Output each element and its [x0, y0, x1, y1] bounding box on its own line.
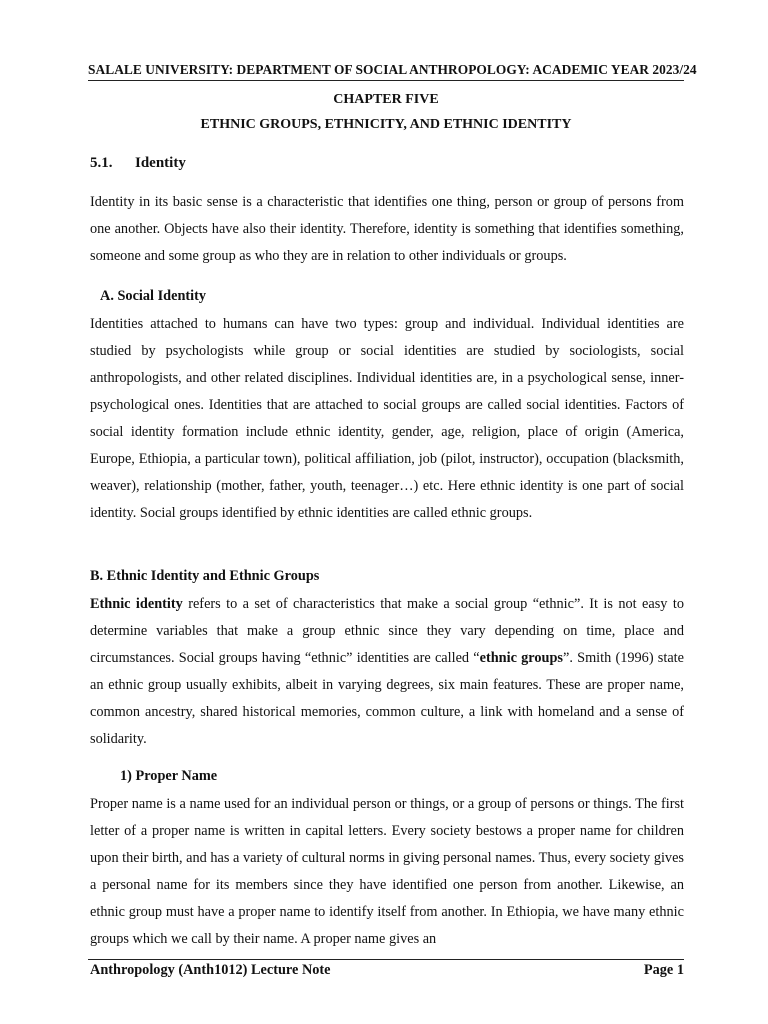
social-identity-paragraph: Identities attached to humans can have two types: group and individual. Individual identities are studied by psychologists while group or social identities are studied by sociologists, social anthropologists, and other related disciplines. Individual identities are, in a psychological sense, inner-psychological ones. Identities that are attached to social groups are called social identities. Factors of social identity formation include ethnic identity, gender, age, religion, place of origin (America, Europe, Ethiopia, a particular town), political affiliation, job (pilot, instructor), occupation (blacksmith, weaver), relationship (mother, father, youth, teenager…) etc. Here ethnic identity is one part of social identity. Social groups identified by ethnic identities are called ethnic groups. [90, 316, 684, 521]
chapter-number: CHAPTER FIVE [333, 92, 439, 107]
footer-course-title: Anthropology (Anth1012) Lecture Note [90, 962, 331, 978]
term-ethnic-identity: Ethnic identity [90, 596, 183, 612]
ethnic-identity-text-1: refers to a set of characteristics that make a social group “ethnic”. It is not easy to determine variables that make a group ethnic since they vary depending on time, place and circumstances. Social groups having “ethnic” identities are called “ [90, 596, 684, 666]
identity-paragraph: Identity in its basic sense is a characteristic that identifies one thing, person or group of persons from one another. Objects have also their identity. Therefore, identity is something that identifies something, someone and some group as who they are in relation to other individuals or groups. [90, 194, 684, 264]
chapter-title: ETHNIC GROUPS, ETHNICITY, AND ETHNIC IDENTITY [200, 117, 572, 132]
term-ethnic-groups: ethnic groups [479, 650, 563, 666]
subheading-social-identity: A. Social Identity [100, 288, 207, 304]
header-divider [88, 80, 684, 81]
section-title: Identity [135, 155, 186, 171]
subheading-ethnic-identity: B. Ethnic Identity and Ethnic Groups [90, 568, 320, 584]
footer-divider [88, 959, 684, 960]
subheading-proper-name: 1) Proper Name [120, 768, 218, 784]
proper-name-paragraph: Proper name is a name used for an individual person or things, or a group of persons or things. The first letter of a proper name is written in capital letters. Every society bestows a proper name for children upon their birth, and has a variety of cultural norms in giving personal names. Thus, every society gives a personal name for its members since they have identified one person from another. Likewise, an ethnic group must have a proper name to identify itself from another. In Ethiopia, we have many ethnic groups which we call by their name. A proper name gives an [90, 796, 684, 947]
running-header: SALALE UNIVERSITY: DEPARTMENT OF SOCIAL ANTHROPOLOGY: ACADEMIC YEAR 2023/24 [88, 62, 697, 77]
section-heading-5-1 [90, 155, 186, 172]
section-number: 5.1. [90, 155, 113, 171]
footer-page-number: Page 1 [643, 962, 684, 978]
ethnic-identity-paragraph [90, 591, 684, 753]
ethnic-identity-text-2: ”. Smith (1996) state an ethnic group usually exhibits, albeit in varying degrees, six main features. These are proper name, common ancestry, shared historical memories, common culture, a link with homeland and a sense of solidarity. [90, 650, 684, 747]
